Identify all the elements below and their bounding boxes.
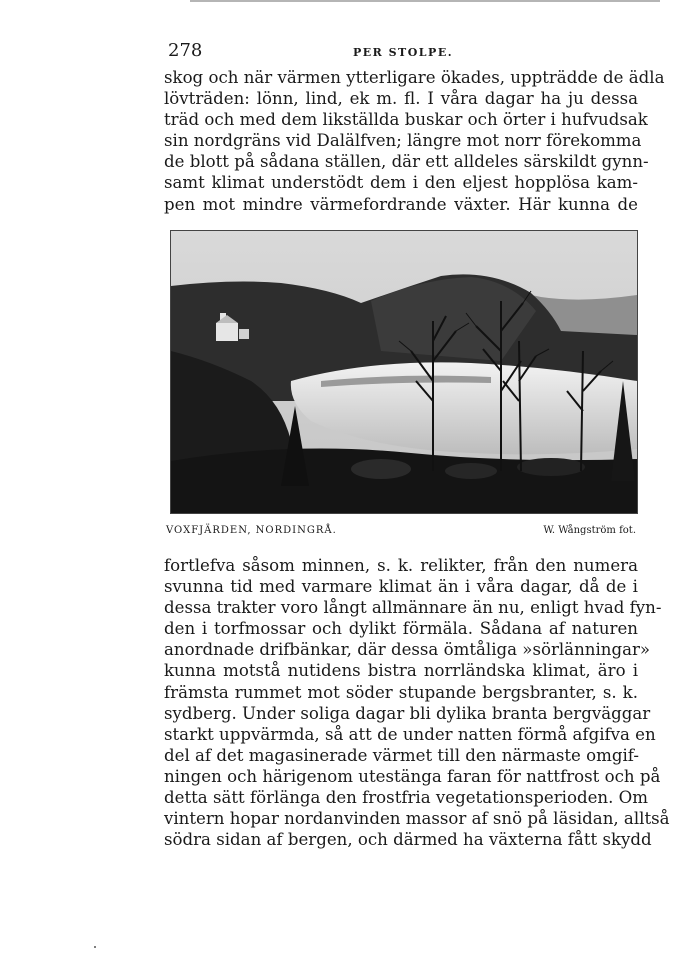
print-speck: [94, 946, 96, 948]
text-line: samt klimat understödt dem i den eljest hopplösa kam-: [164, 173, 638, 193]
text-line: ningen och härigenom utestänga faran för nattfrost och på: [164, 766, 661, 786]
running-head: PER STOLPE.: [352, 46, 454, 59]
page-number: 278: [168, 40, 203, 61]
top-rule: [190, 0, 660, 2]
text-line: skog och när värmen ytterligare ökades, uppträdde de ädla: [164, 68, 665, 87]
text-line: dessa trakter voro långt allmännare än nu, enligt hvad fyn-: [164, 598, 662, 618]
text-line: de blott på sådana ställen, där ett alldeles särskildt gynn-: [164, 152, 649, 172]
photo-credit: W. Wångström fot.: [543, 525, 636, 536]
text-line: sin nordgräns vid Dalälfven; längre mot norr förekomma: [164, 131, 642, 151]
text-line: den i torfmossar och dylikt förmäla. Sådana af naturen: [164, 619, 638, 639]
text-line: sydberg. Under soliga dagar bli dylika branta bergväggar: [164, 703, 651, 723]
text-line: södra sidan af bergen, och därmed ha växterna fått skydd: [164, 830, 652, 850]
text-line: del af det magasinerade värmet till den närmaste omgif-: [164, 745, 639, 765]
text-line: svunna tid med varmare klimat än i våra dagar, då de i: [164, 577, 638, 597]
text-line: fortlefva såsom minnen, s. k. relikter, från den numera: [164, 556, 638, 575]
text-line: anordnade drifbänkar, där dessa ömtåliga »sörlänningar»: [164, 640, 651, 660]
text-line: starkt uppvärmda, så att de under natten förmå afgifva en: [164, 724, 656, 744]
text-line: detta sätt förlänga den frostfria vegetationsperioden. Om: [164, 788, 648, 808]
figure-caption: VOXFJÄRDEN, NORDINGRÅ.: [166, 525, 337, 536]
paragraph-2: [164, 555, 670, 850]
text-line: kunna motstå nutidens bistra norrländska klimat, äro i: [164, 661, 638, 681]
photo-illustration: [171, 231, 637, 513]
text-line: vintern hopar nordanvinden massor af snö på läsidan, alltså: [164, 809, 670, 829]
landscape-photograph: [170, 230, 638, 514]
text-line: pen mot mindre värmefordrande växter. Här kunna de: [164, 194, 638, 214]
text-line: lövträden: lönn, lind, ek m. fl. I våra dagar ha ju dessa: [164, 89, 638, 109]
text-line: främsta rummet mot söder stupande bergsbranter, s. k.: [164, 682, 638, 702]
paragraph-1: [164, 67, 665, 215]
page-header: [168, 40, 638, 66]
text-line: träd och med dem likställda buskar och örter i hufvudsak: [164, 110, 648, 130]
